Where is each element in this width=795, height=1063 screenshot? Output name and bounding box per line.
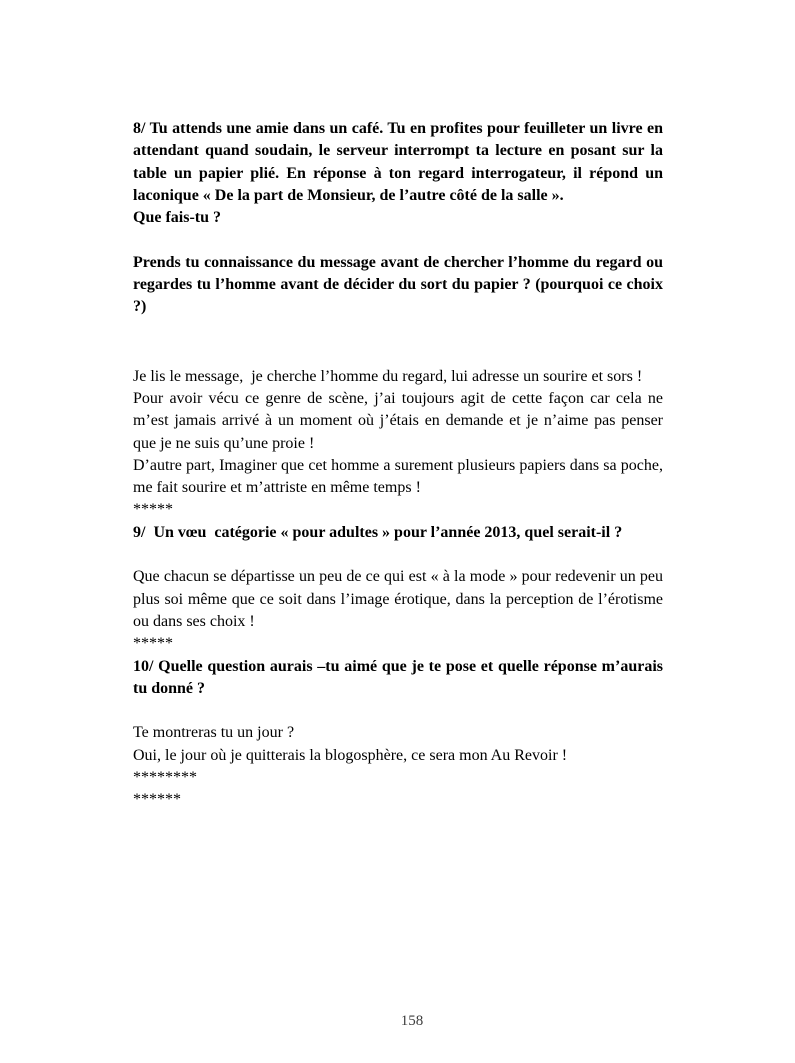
answer-9-paragraph: Que chacun se départisse un peu de ce qui est « à la mode » pour redevenir un peu plus soi même que ce soit dans l’image érotique, dans la perception de l’érotisme ou dans ses choix ! — [133, 568, 667, 630]
stars-separator-1: ***** — [133, 501, 173, 519]
question-9-text: 9/ Un vœu catégorie « pour adultes » pour l’année 2013, quel serait-il ? — [133, 523, 623, 541]
question-8-prompt: Que fais-tu ? — [133, 209, 221, 227]
answer-8-paragraph-3: D’autre part, Imaginer que cet homme a surement plusieurs papiers dans sa poche, me fait sourire et m’attriste en même temps ! — [133, 456, 671, 497]
stars-separator-4: ****** — [133, 791, 181, 809]
answer-10-line-2: Oui, le jour où je quitterais la blogosphère, ce sera mon Au Revoir ! — [133, 746, 568, 764]
answer-10-line-1: Te montreras tu un jour ? — [133, 724, 295, 742]
answer-8-paragraph-1: Je lis le message, je cherche l’homme du regard, lui adresse un sourire et sors ! — [133, 367, 643, 385]
question-8-text: 8/ Tu attends une amie dans un café. Tu en profites pour feuilleter un livre en attendant quand soudain, le serveur interrompt ta lecture en posant sur la table un papier plié. En réponse à ton regard interrogateur, il répond un laconique « De la part de Monsieur, de l’autre côté de la salle ». — [133, 120, 667, 204]
page-number: 158 — [400, 1013, 424, 1029]
stars-separator-2: ***** — [133, 635, 173, 653]
page-text-block — [133, 118, 671, 812]
answer-8-paragraph-2: Pour avoir vécu ce genre de scène, j’ai toujours agit de cette façon car cela ne m’est jamais arrivé à un moment où j’étais en demande et je n’aime pas penser que je ne suis qu’une proie ! — [133, 389, 667, 452]
question-8-subquestion: Prends tu connaissance du message avant de chercher l’homme du regard ou regardes tu l’homme avant de décider du sort du papier ? (pourquoi ce choix ?) — [133, 253, 667, 316]
stars-separator-3: ******** — [133, 769, 197, 787]
question-10-text: 10/ Quelle question aurais –tu aimé que je te pose et quelle réponse m’aurais tu donné ? — [133, 657, 667, 697]
